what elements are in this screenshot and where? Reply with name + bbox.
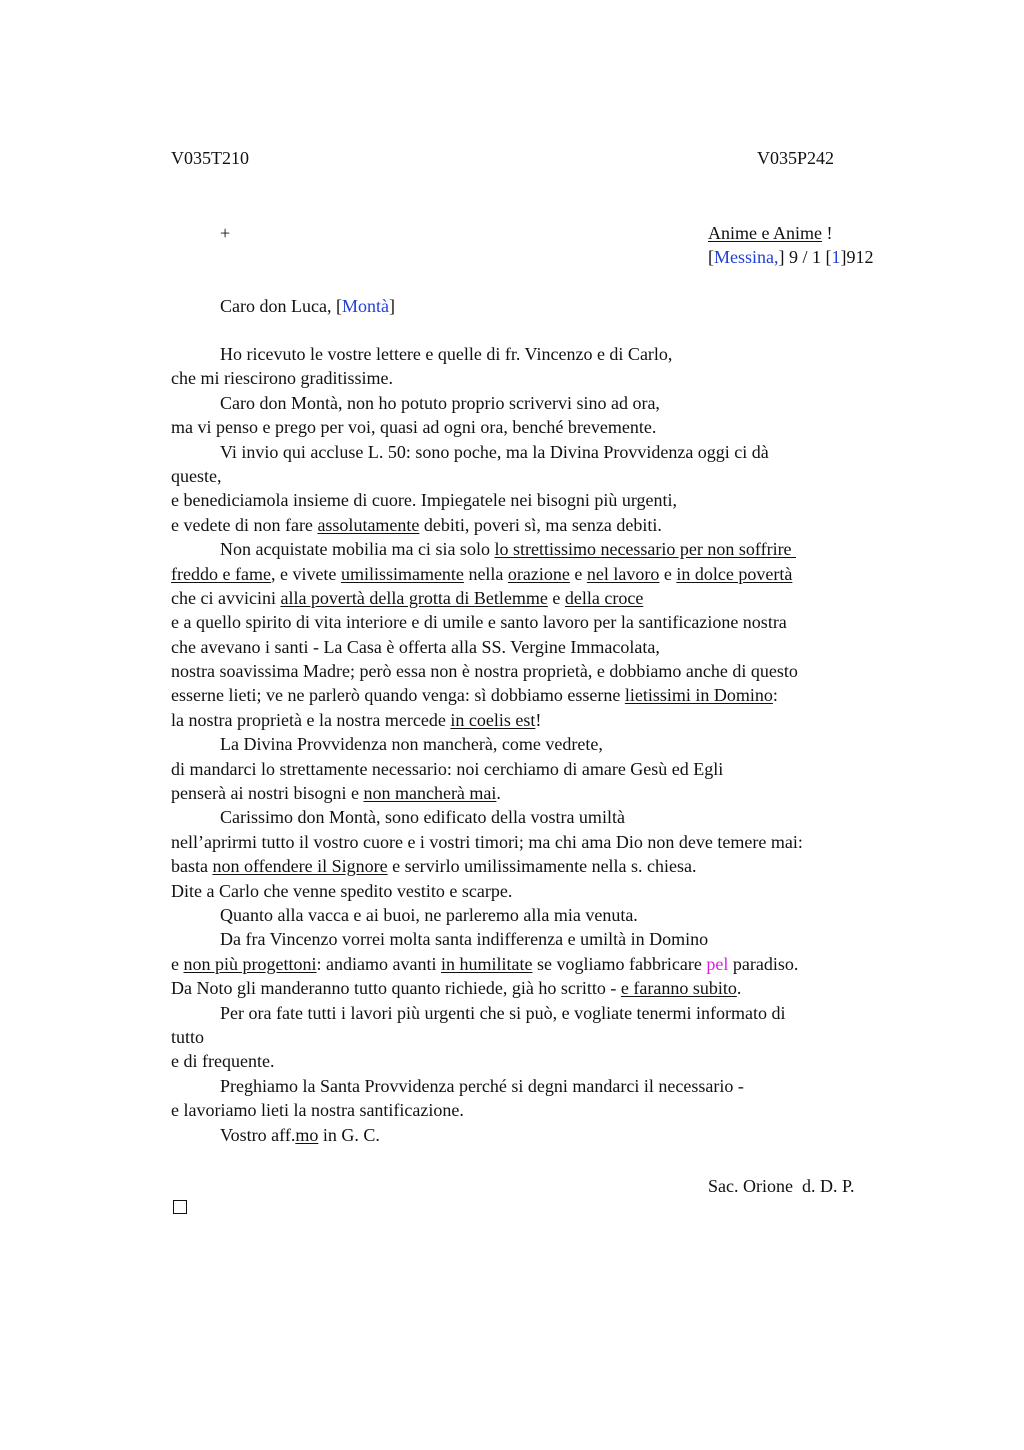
- salutation-bracket: [: [335, 296, 342, 316]
- text-run: .: [736, 978, 742, 999]
- body-line: [171, 1123, 911, 1147]
- body-line: che avevano i santi - La Casa è offerta alla SS. Vergine Immacolata,: [171, 636, 660, 657]
- text-run: nella: [463, 563, 508, 584]
- motto-text: Anime e Anime: [708, 223, 822, 243]
- document-code-right: V035P242: [757, 148, 835, 168]
- body-line: Dite a Carlo che venne spedito vestito e scarpe.: [171, 880, 513, 901]
- body-line: nell’aprirmi tutto il vostro cuore e i vostri timori; ma chi ama Dio non deve temere mai:: [171, 831, 803, 852]
- text-run: Da Noto gli manderanno tutto quanto richiede, già ho scritto -: [171, 978, 621, 999]
- underlined-text: e faranno subito: [620, 978, 737, 999]
- document-code-left: V035T210: [171, 148, 249, 168]
- text-run: e vedete di non fare: [171, 514, 318, 535]
- underlined-text: non più progettoni: [183, 953, 317, 974]
- body-line: Caro don Montà, non ho potuto proprio scrivervi sino ad ora,: [220, 392, 660, 413]
- text-run: basta: [171, 856, 213, 877]
- body-line: nostra soavissima Madre; però essa non è nostra proprietà, e dobbiamo anche di questo: [171, 661, 798, 682]
- body-line: queste,: [171, 465, 222, 486]
- body-line: [171, 683, 911, 707]
- body-line: e a quello spirito di vita interiore e di umile e santo lavoro per la santificazione nostra: [171, 612, 787, 633]
- text-run: .: [496, 783, 501, 804]
- body-line: [171, 537, 911, 561]
- text-run: e: [569, 563, 587, 584]
- text-run: Vostro aff.: [220, 1124, 296, 1145]
- dateline-place: Messina,: [714, 247, 779, 267]
- text-run: e: [171, 953, 184, 974]
- underlined-text: mo: [295, 1124, 319, 1145]
- salutation-bracket: ]: [388, 296, 395, 316]
- text-run: e servirlo umilissimamente nella s. chiesa.: [387, 856, 697, 877]
- salutation: [220, 294, 395, 318]
- text-run: esserne lieti; ve ne parlerò quando venga: sì dobbiamo esserne: [171, 685, 625, 706]
- body-line: ma vi penso e prego per voi, quasi ad ogni ora, benché brevemente.: [171, 417, 657, 438]
- underlined-text: della croce: [564, 587, 644, 608]
- dateline-bracket: [: [708, 247, 714, 267]
- body-line: Vi invio qui accluse L. 50: sono poche, ma la Divina Provvidenza oggi ci dà: [220, 441, 769, 462]
- underlined-text: in dolce povertà: [676, 563, 793, 584]
- underlined-text: orazione: [507, 563, 570, 584]
- body-line: [171, 708, 911, 732]
- salutation-name: Montà: [341, 296, 389, 316]
- underlined-text: umilissimamente: [340, 563, 464, 584]
- text-run: se vogliamo fabbricare: [532, 953, 707, 974]
- dateline-bracket: ]: [778, 247, 785, 267]
- body-line: La Divina Provvidenza non mancherà, come vedrete,: [220, 734, 603, 755]
- body-line: Ho ricevuto le vostre lettere e quelle di fr. Vincenzo e di Carlo,: [220, 344, 673, 364]
- body-line: [171, 952, 911, 976]
- body-line: Carissimo don Montà, sono edificato della vostra umiltà: [220, 807, 625, 828]
- text-run: e: [547, 587, 565, 608]
- underlined-text: freddo e fame: [171, 563, 271, 584]
- underlined-text: non mancherà mai: [363, 783, 497, 804]
- dateline-bracket: ]: [840, 247, 847, 267]
- body-line: Preghiamo la Santa Provvidenza perché si degni mandarci il necessario -: [220, 1075, 744, 1096]
- body-line: [171, 854, 911, 878]
- dateline-bracket: [: [825, 247, 832, 267]
- text-run: debiti, poveri sì, ma senza debiti.: [419, 514, 662, 535]
- underlined-text: alla povertà della grotta di Betlemme: [280, 587, 548, 608]
- text-run: in G. C.: [318, 1124, 380, 1145]
- text-run: , e vivete: [270, 563, 341, 584]
- dateline-year: 912: [846, 247, 874, 267]
- underlined-text: in coelis est: [450, 709, 536, 730]
- body-line: [171, 513, 911, 537]
- underlined-text: assolutamente: [317, 514, 420, 535]
- text-run: che ci avvicini: [171, 587, 281, 608]
- text-run: la nostra proprietà e la nostra mercede: [171, 709, 451, 730]
- text-run: : andiamo avanti: [316, 953, 441, 974]
- body-line: e di frequente.: [171, 1051, 275, 1072]
- motto: [708, 221, 832, 245]
- body-line: [171, 586, 911, 610]
- body-line: [171, 781, 911, 805]
- salutation-text: Caro don Luca,: [220, 296, 336, 316]
- text-run: Non acquistate mobilia ma ci sia solo: [220, 539, 495, 560]
- body-line: e lavoriamo lieti la nostra santificazione.: [171, 1100, 464, 1121]
- body-line: Per ora fate tutti i lavori più urgenti che si può, e vogliate tenermi informato di: [220, 1002, 786, 1023]
- body-line: Quanto alla vacca e ai buoi, ne parleremo alla mia venuta.: [220, 904, 638, 925]
- underlined-text: lo strettissimo necessario per non soffrire: [494, 539, 797, 560]
- cross-mark: +: [220, 223, 231, 243]
- body-line: che mi riescirono graditissime.: [171, 368, 393, 389]
- body-line: [171, 562, 911, 586]
- letter-body: [171, 342, 911, 1147]
- text-run: paradiso.: [728, 953, 799, 974]
- body-line: e benediciamola insieme di cuore. Impiegatele nei bisogni più urgenti,: [171, 490, 678, 511]
- body-line: tutto: [171, 1026, 205, 1047]
- signature: Sac. Orione d. D. P.: [708, 1176, 855, 1196]
- checkbox-square-icon: [173, 1200, 187, 1214]
- dateline-day-month: 9 / 1: [784, 247, 826, 267]
- body-line: Da fra Vincenzo vorrei molta santa indifferenza e umiltà in Domino: [220, 929, 709, 950]
- dateline-year-digit: 1: [831, 247, 841, 267]
- underlined-text: non offendere il Signore: [212, 856, 388, 877]
- dateline: [708, 245, 874, 269]
- underlined-text: nel lavoro: [586, 563, 660, 584]
- text-run: penserà ai nostri bisogni e: [171, 783, 364, 804]
- motto-exclamation: !: [821, 223, 833, 243]
- underlined-text: lietissimi in Domino: [624, 685, 773, 706]
- body-line: [171, 976, 911, 1000]
- text-run: e: [659, 563, 677, 584]
- highlighted-word: pel: [706, 953, 729, 974]
- text-run: :: [772, 685, 778, 706]
- body-line: di mandarci lo strettamente necessario: noi cerchiamo di amare Gesù ed Egli: [171, 758, 724, 779]
- text-run: !: [535, 709, 542, 730]
- underlined-text: in humilitate: [440, 953, 533, 974]
